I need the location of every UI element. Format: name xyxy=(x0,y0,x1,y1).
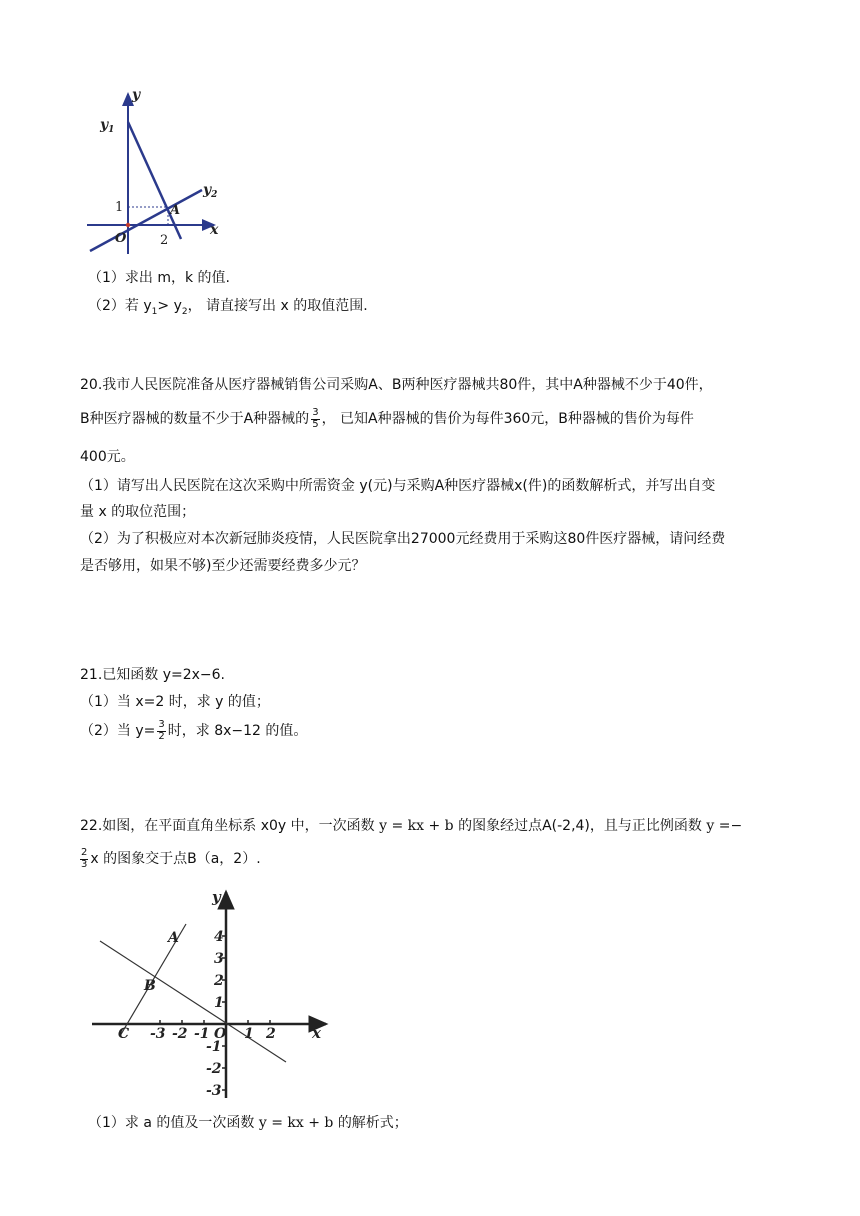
q21-frac-num: 3 xyxy=(158,719,165,730)
q20-line2-suffix: ， 已知A种器械的售价为每件360元，B种器械的售价为每件 xyxy=(321,411,694,427)
origin-label: O xyxy=(115,231,127,246)
q20-frac-num: 3 xyxy=(312,407,319,418)
line-proportional xyxy=(100,941,286,1062)
q19-part2 xyxy=(88,299,368,317)
q21-part2 xyxy=(80,720,307,742)
q22-line1-mid: 的图象经过点A(-2,4)，且与正比例函数 xyxy=(458,818,702,834)
q19-part2-prefix: （2）若 y xyxy=(88,298,152,314)
q20-line2 xyxy=(80,408,694,430)
q21-line1: 21.已知函数 y=2x−6. xyxy=(80,667,226,683)
x-tick-2: 2 xyxy=(266,1026,276,1042)
x-axis-label: x xyxy=(210,222,219,238)
x-tick-neg3: -3 xyxy=(150,1026,166,1042)
q21-part2-prefix: （2）当 y= xyxy=(80,723,156,739)
figure-2-graph xyxy=(90,886,330,1102)
q22-line1 xyxy=(80,819,742,833)
q20-part1-line1: （1）请写出人民医院在这次采购中所需资金 y(元)与采购A种医疗器械x(件)的函数解析式，并写出自变 xyxy=(80,478,716,494)
y-tick-4: 4 xyxy=(214,929,224,945)
q20-part1-line2: 量 x 的取位范围； xyxy=(80,504,196,520)
q21-part1: （1）当 x=2 时，求 y 的值； xyxy=(80,694,270,710)
q22-line1-prefix: 22.如图，在平面直角坐标系 x0y 中，一次函数 xyxy=(80,818,375,834)
x-tick-neg1: -1 xyxy=(194,1026,210,1042)
point-a-label: A xyxy=(170,203,181,218)
q22-part1-suffix: 的解析式； xyxy=(337,1115,408,1131)
y-axis-label: y xyxy=(132,87,141,103)
q22-line2 xyxy=(78,848,261,870)
q19-part2-suffix: ， 请直接写出 x 的取值范围. xyxy=(187,298,368,314)
q22-frac-den: 3 xyxy=(81,858,88,870)
y-tick-3: 3 xyxy=(214,951,224,967)
q20-fraction xyxy=(311,408,319,430)
figure-1-graph xyxy=(82,84,232,264)
origin-label: O xyxy=(214,1026,227,1042)
x-tick-neg2: -2 xyxy=(172,1026,188,1042)
tick-x-2: 2 xyxy=(160,233,169,248)
y-tick-neg3: -3 xyxy=(206,1083,222,1099)
y-tick-neg2: -2 xyxy=(206,1061,222,1077)
line-y1-label: $y_1$ xyxy=(100,117,115,135)
y-tick-labels xyxy=(206,929,224,1099)
q22-frac-num: 2 xyxy=(81,847,88,858)
q19-part2-sub1: 1 xyxy=(151,306,158,317)
tick-y-1: 1 xyxy=(115,200,124,215)
q20-line1: 20.我市人民医院准备从医疗器械销售公司采购A、B两种医疗器械共80件，其中A种器械不少于40件， xyxy=(80,377,713,393)
q20-part2-line2: 是否够用，如果不够)至少还需要经费多少元？ xyxy=(80,558,366,574)
q21-part2-suffix: 时，求 8x−12 的值。 xyxy=(167,723,308,739)
line-y1 xyxy=(128,122,181,239)
q20-frac-den: 5 xyxy=(312,418,319,430)
q22-line2-rest: x 的图象交于点B（a，2）. xyxy=(90,851,261,867)
point-b-label: B xyxy=(144,978,156,994)
q19-part1: （1）求出 m，k 的值. xyxy=(88,270,231,286)
q22-part1-eq: y = kx + b xyxy=(258,1115,334,1131)
x-axis-label: x xyxy=(312,1024,321,1042)
y-axis-label: y xyxy=(212,888,221,906)
origin-point xyxy=(126,223,130,227)
x-tick-1: 1 xyxy=(244,1026,254,1042)
q19-part2-sub2: 2 xyxy=(181,306,188,317)
q20-part2-line1: （2）为了积极应对本次新冠肺炎疫情，人民医院拿出27000元经费用于采购这80件医疗器械，请问经费 xyxy=(80,531,726,547)
point-a-label: A xyxy=(168,930,179,946)
y-tick-2: 2 xyxy=(214,973,224,989)
q20-line2-prefix: B种医疗器械的数量不少于A种器械的 xyxy=(80,411,310,427)
y-tick-1: 1 xyxy=(214,995,224,1011)
q22-part1 xyxy=(88,1116,408,1130)
line-y2 xyxy=(90,190,202,251)
y-tick-neg1: -1 xyxy=(206,1039,222,1055)
q21-fraction xyxy=(157,720,165,742)
q22-part1-prefix: （1）求 a 的值及一次函数 xyxy=(88,1115,255,1131)
q20-line3: 400元。 xyxy=(80,449,135,465)
point-c-label: C xyxy=(118,1026,130,1042)
q21-frac-den: 2 xyxy=(158,730,165,742)
q19-part2-mid: > y xyxy=(157,298,182,314)
q22-line1-eq2: y =− xyxy=(706,818,743,834)
line-y2-label: $y_2$ xyxy=(203,182,218,200)
q22-fraction xyxy=(80,848,88,870)
q22-line1-eq: y = kx + b xyxy=(379,818,454,834)
